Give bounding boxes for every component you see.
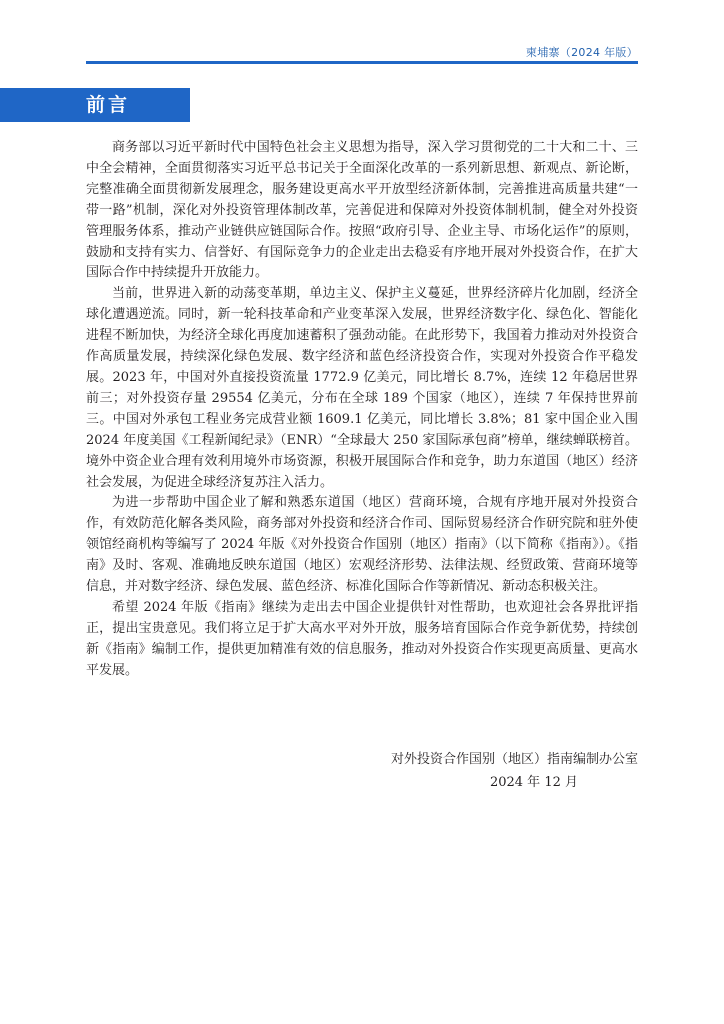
paragraph-1: 商务部以习近平新时代中国特色社会主义思想为指导，深入学习贯彻党的二十大和二十、三中全会精神，全面贯彻落实习近平总书记关于全面深化改革的一系列新思想、新观点、新论断，完整准确全面贯彻新发展理念，服务建设更高水平开放型经济新体制，完善推进高质量共建“一带一路”机制，深化对外投资管理体制改革，完善促进和保障对外投资体制机制，健全对外投资管理服务体系，推动产业链供应链国际合作。按照“政府引导、企业主导、市场化运作”的原则，鼓励和支持有实力、信誉好、有国际竞争力的企业走出去稳妥有序地开展对外投资合作，在扩大国际合作中持续提升开放能力。 (86, 140, 638, 281)
signature-date: 2024 年 12 月 (489, 775, 578, 790)
signature-block (86, 748, 638, 794)
signature-organization: 对外投资合作国别（地区）指南编制办公室 (390, 752, 638, 767)
paragraph-2: 当前，世界进入新的动荡变革期，单边主义、保护主义蔓延，世界经济碎片化加剧，经济全球化遭遇逆流。同时，新一轮科技革命和产业变革深入发展，世界经济数字化、绿色化、智能化进程不断加快，为经济全球化再度加速蓄积了强劲动能。在此形势下，我国着力推动对外投资合作高质量发展，持续深化绿色发展、数字经济和蓝色经济投资合作，实现对外投资合作平稳发展。2023 年，中国对外直接投资流量 1772.9 亿美元，同比增长 8.7%，连续 12 年稳居世界前三；对外投资存量 29554 亿美元，分布在全球 189 个国家（地区），连续 7 年保持世界前三。中国对外承包工程业务完成营业额 1609.1 亿美元，同比增长 3.8%；81 家中国企业入围 2024 年度美国《工程新闻纪录》（ENR）“全球最大 250 家国际承包商”榜单，继续蝉联榜首。境外中资企业合理有效利用境外市场资源，积极开展国际合作和竞争，助力东道国（地区）经济社会发展，为促进全球经济复苏注入活力。 (86, 286, 638, 490)
running-header-title: 柬埔寨（2024 年版） (525, 46, 638, 59)
paragraph-4: 希望 2024 年版《指南》继续为走出去中国企业提供针对性帮助，也欢迎社会各界批评指正，提出宝贵意见。我们将立足于扩大高水平对外开放，服务培育国际合作竞争新优势，持续创新《指南》编制工作，提供更加精准有效的信息服务，推动对外投资合作实现更高质量、更高水平发展。 (86, 599, 638, 678)
header-divider (86, 61, 638, 64)
foreword-body (86, 138, 638, 682)
paragraph-3: 为进一步帮助中国企业了解和熟悉东道国（地区）营商环境，合规有序地开展对外投资合作，有效防范化解各类风险，商务部对外投资和经济合作司、国际贸易经济合作研究院和驻外使领馆经商机构等编写了 2024 年版《对外投资合作国别（地区）指南》（以下简称《指南》）。《指南》及时、客观、准确地反映东道国（地区）宏观经济形势、法律法规、经贸政策、营商环境等信息，并对数字经济、绿色发展、蓝色经济、标准化国际合作等新情况、新动态积极关注。 (86, 495, 638, 595)
section-title: 前言 (86, 94, 131, 116)
